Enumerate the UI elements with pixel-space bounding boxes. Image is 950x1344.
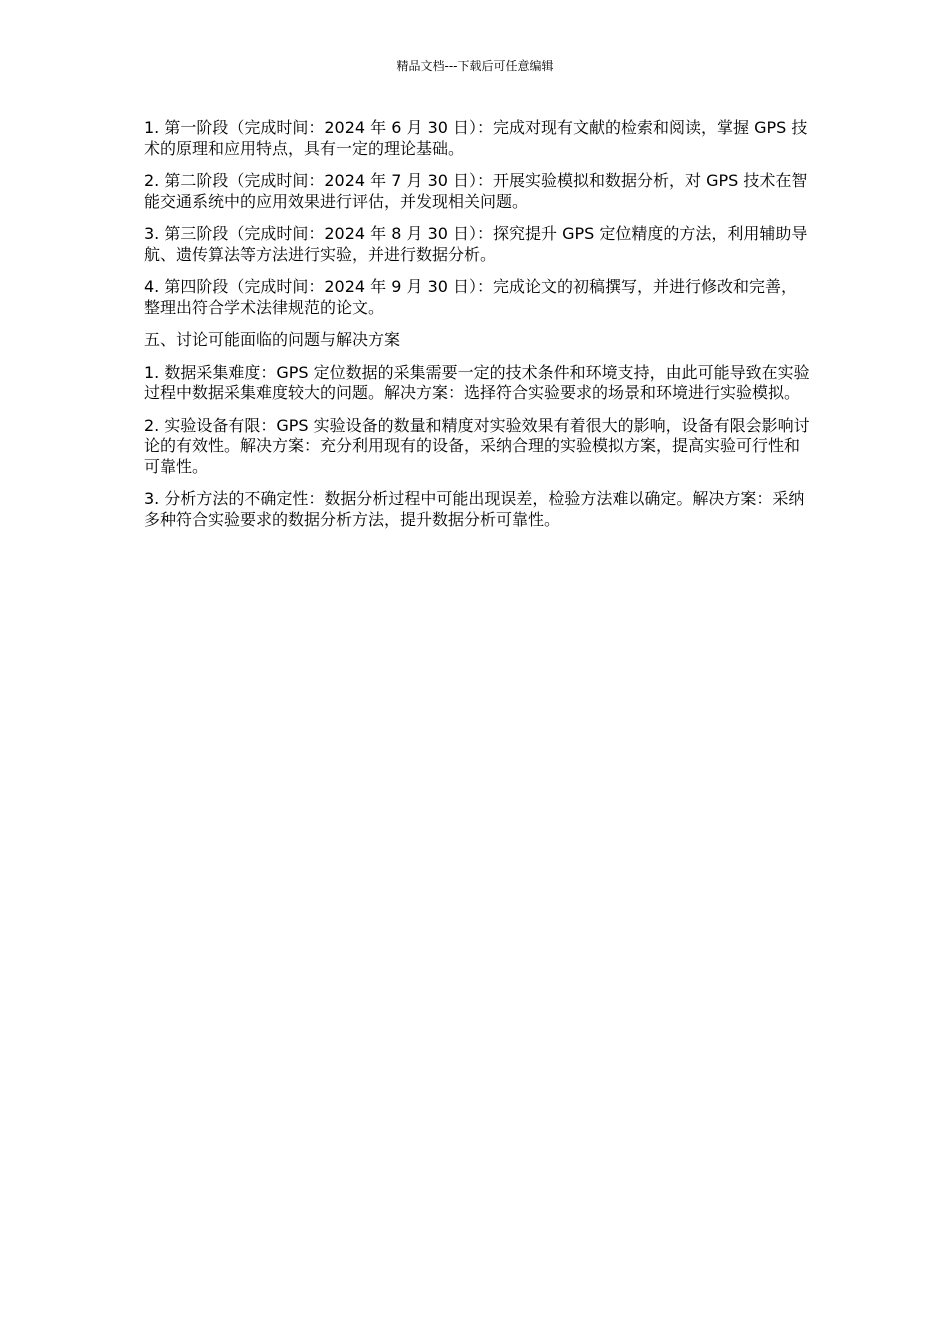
document-body [144,118,810,542]
section-heading: 五、讨论可能面临的问题与解决方案 [144,330,401,349]
problem-3-paragraph: 3. 分析方法的不确定性：数据分析过程中可能出现误差，检验方法难以确定。解决方案：采纳多种符合实验要求的数据分析方法，提升数据分析可靠性。 [144,489,805,529]
stage-1-paragraph: 1. 第一阶段（完成时间：2024 年 6 月 30 日）：完成对现有文献的检索和阅读，掌握 GPS 技术的原理和应用特点，具有一定的理论基础。 [144,118,808,158]
page-header: 精品文档---下载后可任意编辑 [396,59,554,73]
problem-1-paragraph: 1. 数据采集难度：GPS 定位数据的采集需要一定的技术条件和环境支持，由此可能导致在实验过程中数据采集难度较大的问题。解决方案：选择符合实验要求的场景和环境进行实验模拟。 [144,362,810,402]
stage-2-paragraph: 2. 第二阶段（完成时间：2024 年 7 月 30 日）：开展实验模拟和数据分析，对 GPS 技术在智能交通系统中的应用效果进行评估，并发现相关问题。 [144,171,808,211]
stage-3-paragraph: 3. 第三阶段（完成时间：2024 年 8 月 30 日）：探究提升 GPS 定位精度的方法，利用辅助导航、遗传算法等方法进行实验，并进行数据分析。 [144,224,808,264]
problem-2-paragraph: 2. 实验设备有限：GPS 实验设备的数量和精度对实验效果有着很大的影响，设备有限会影响讨论的有效性。解决方案：充分利用现有的设备，采纳合理的实验模拟方案，提高实验可行性和可靠性。 [144,415,810,476]
stage-4-paragraph: 4. 第四阶段（完成时间：2024 年 9 月 30 日）：完成论文的初稿撰写，并进行修改和完善，整理出符合学术法律规范的论文。 [144,277,798,317]
